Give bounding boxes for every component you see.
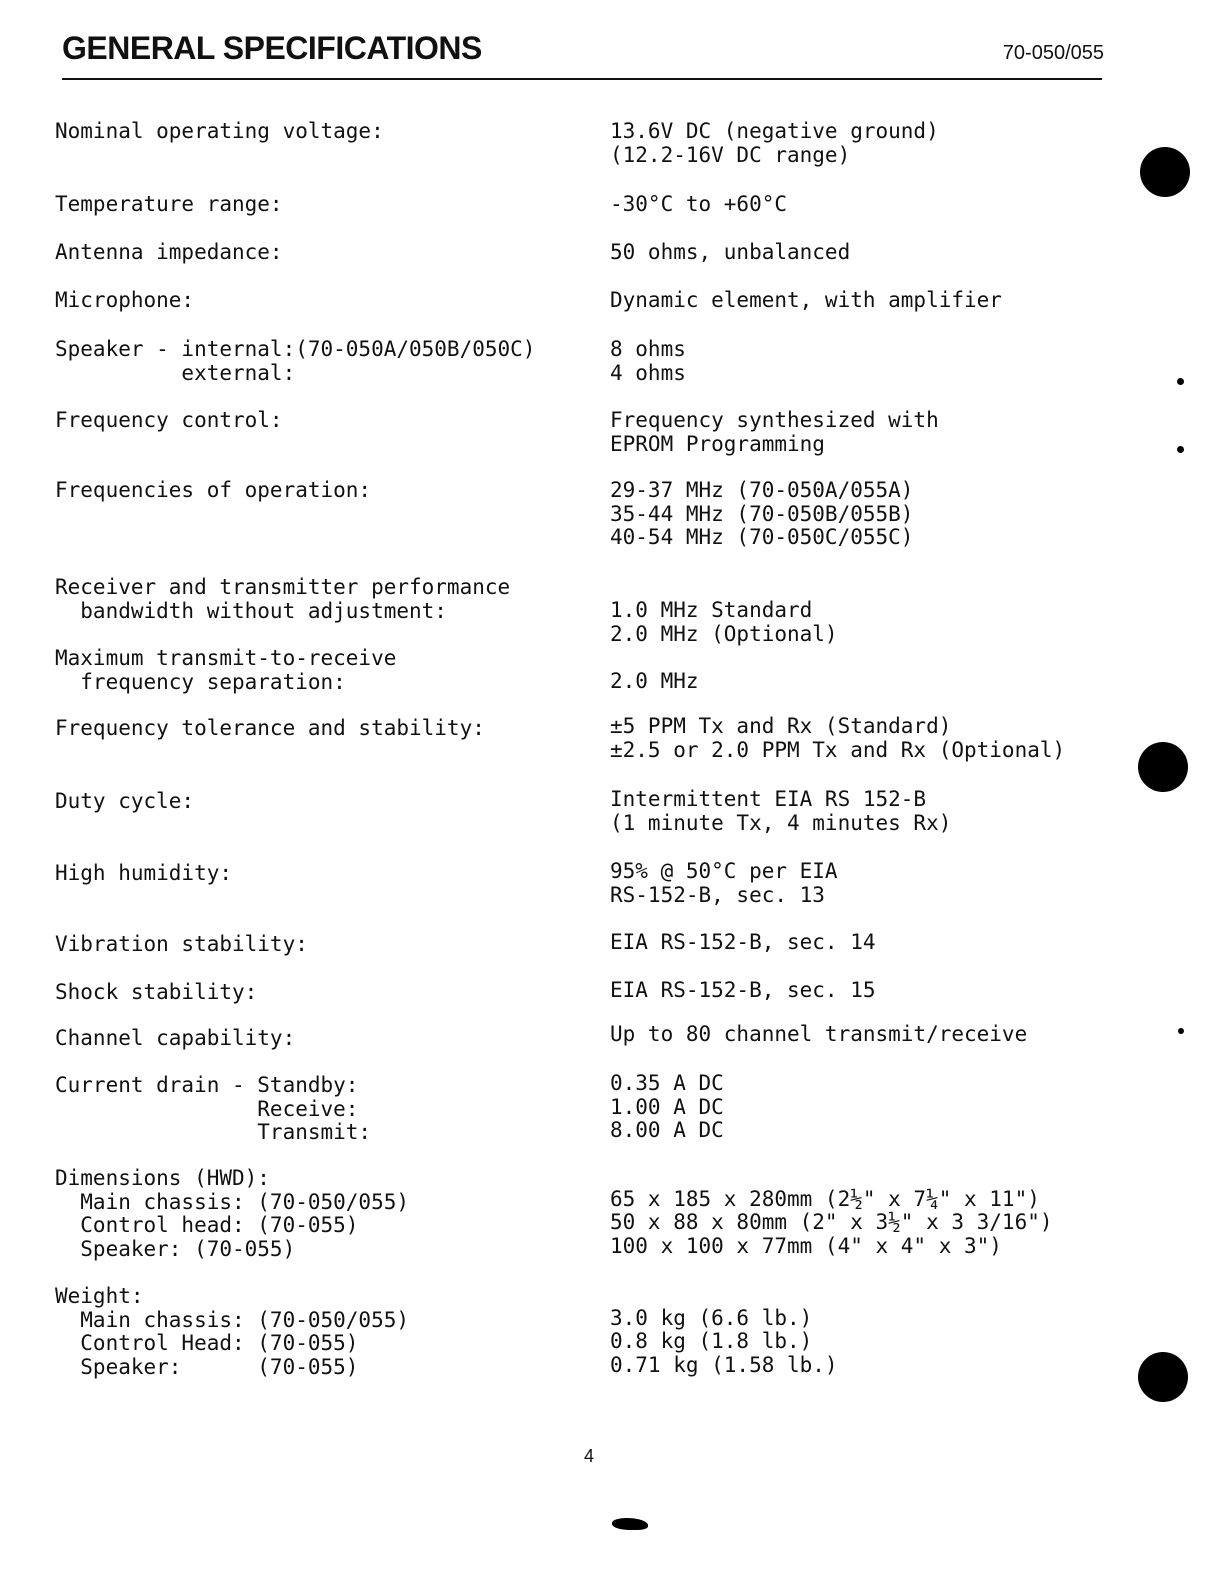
punch-hole-top [1140, 147, 1190, 197]
spec-label-microphone: Microphone: [55, 288, 195, 312]
document-number: 70-050/055 [1002, 42, 1104, 64]
spec-value-current-drain: 0.35 A DC 1.00 A DC 8.00 A DC [610, 1071, 724, 1142]
spec-value-microphone: Dynamic element, with amplifier [610, 288, 1002, 312]
spec-value-performance-bandwidth: 1.0 MHz Standard 2.0 MHz (Optional) [610, 598, 838, 646]
spec-label-high-humidity: High humidity: [55, 861, 233, 885]
spec-label-shock-stability: Shock stability: [55, 980, 258, 1004]
scan-speck [1177, 446, 1184, 453]
spec-label-frequency-control: Frequency control: [55, 408, 283, 432]
spec-label-dimensions: Dimensions (HWD): Main chassis: (70-050/055) Control head: (70-055) Speaker: (70-055) [55, 1166, 410, 1261]
spec-label-frequency-separation: Maximum transmit-to-receive frequency separation: [55, 646, 397, 694]
spec-label-frequencies-of-operation: Frequencies of operation: [55, 478, 372, 502]
spec-value-weight: 3.0 kg (6.6 lb.) 0.8 kg (1.8 lb.) 0.71 kg (1.58 lb.) [610, 1305, 838, 1377]
spec-value-nominal-voltage: 13.6V DC (negative ground) (12.2-16V DC range) [610, 119, 939, 167]
spec-label-temperature-range: Temperature range: [55, 192, 283, 216]
header-rule [62, 78, 1102, 80]
spec-value-duty-cycle: Intermittent EIA RS 152-B (1 minute Tx, 4 minutes Rx) [610, 787, 952, 835]
spec-value-high-humidity: 95% @ 50°C per EIA RS-152-B, sec. 13 [610, 859, 838, 907]
spec-label-frequency-tolerance: Frequency tolerance and stability: [55, 716, 485, 740]
spec-label-performance-bandwidth: Receiver and transmitter performance bandwidth without adjustment: [55, 575, 511, 623]
spec-value-frequencies-of-operation: 29-37 MHz (70-050A/055A) 35-44 MHz (70-050B/055B) 40-54 MHz (70-050C/055C) [610, 478, 914, 549]
punch-hole-middle [1138, 742, 1188, 792]
page-title: GENERAL SPECIFICATIONS [62, 30, 482, 66]
scan-speck [1178, 1028, 1184, 1034]
spec-value-speaker: 8 ohms 4 ohms [610, 337, 686, 385]
spec-label-channel-capability: Channel capability: [55, 1026, 296, 1050]
punch-hole-bottom [1138, 1352, 1188, 1402]
spec-value-frequency-tolerance: ±5 PPM Tx and Rx (Standard) ±2.5 or 2.0 PPM Tx and Rx (Optional) [610, 714, 1066, 762]
spec-label-vibration-stability: Vibration stability: [55, 932, 308, 956]
spec-value-temperature-range: -30°C to +60°C [610, 192, 788, 216]
spec-label-antenna-impedance: Antenna impedance: [55, 240, 283, 264]
spec-value-antenna-impedance: 50 ohms, unbalanced [610, 240, 851, 264]
spec-label-weight: Weight: Main chassis: (70-050/055) Control Head: (70-055) Speaker: (70-055) [55, 1284, 410, 1379]
page-number: 4 [583, 1446, 594, 1466]
spec-value-frequency-control: Frequency synthesized with EPROM Programming [610, 408, 939, 456]
spec-value-shock-stability: EIA RS-152-B, sec. 15 [610, 978, 876, 1002]
spec-value-frequency-separation: 2.0 MHz [610, 669, 699, 693]
spec-label-nominal-voltage: Nominal operating voltage: [55, 119, 384, 143]
scan-speck [1177, 378, 1184, 385]
spec-label-speaker: Speaker - internal:(70-050A/050B/050C) external: [55, 337, 536, 385]
spec-label-current-drain: Current drain - Standby: Receive: Transmit: [55, 1073, 372, 1144]
spec-value-channel-capability: Up to 80 channel transmit/receive [610, 1022, 1028, 1046]
ink-blot [612, 1518, 648, 1530]
spec-label-duty-cycle: Duty cycle: [55, 789, 195, 813]
spec-value-vibration-stability: EIA RS-152-B, sec. 14 [610, 930, 876, 954]
spec-value-dimensions: 65 x 185 x 280mm (2½" x 7¼" x 11") 50 x 88 x 80mm (2" x 3½" x 3 3/16") 100 x 100 x 77mm (4" x 4" x 3") [610, 1186, 1053, 1258]
